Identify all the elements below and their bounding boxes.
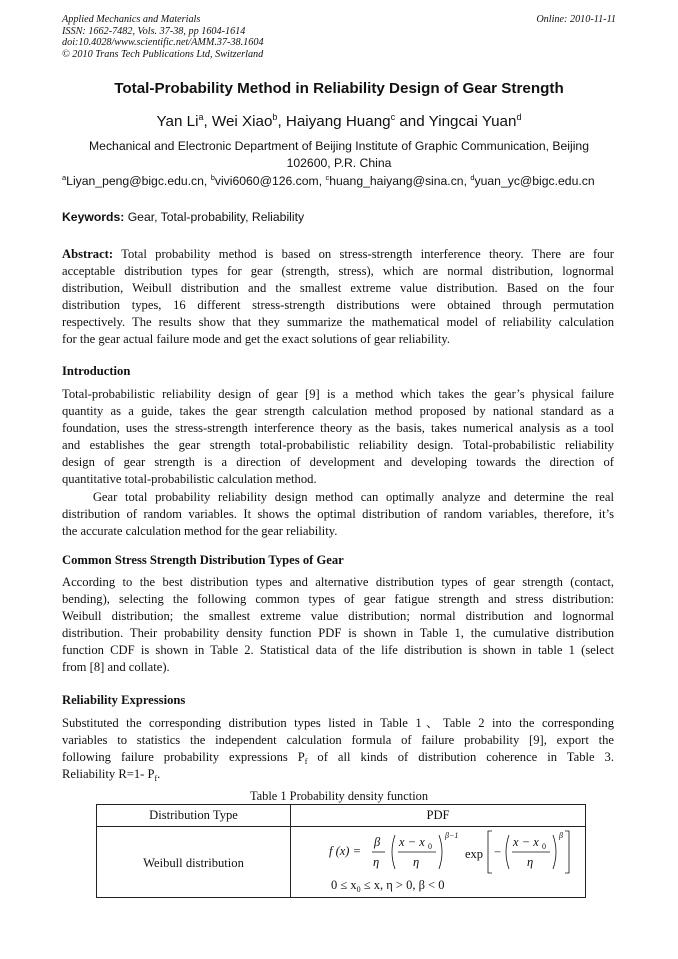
abstract xyxy=(62,246,614,349)
body-line: foundation, uses the stress-strength interference theory as the basis, takes numerical analysis as a tool xyxy=(62,421,614,436)
abstract-line: distribution, Weibull distribution and the smallest extreme value distribution. Based on the four xyxy=(62,281,614,296)
body-line: quantitative total-probabilistic calculation method. xyxy=(62,472,317,487)
column-header: PDF xyxy=(426,808,450,822)
author-sep: , xyxy=(203,113,212,130)
section-heading: Common Stress Strength Distribution Types of Gear xyxy=(62,553,344,567)
body-text: following failure probability expressions P xyxy=(62,750,305,765)
paper-title: Total-Probability Method in Reliability Design of Gear Strength xyxy=(114,80,564,97)
online-date: Online: 2010-11-11 xyxy=(536,14,616,25)
table-caption: Table 1 Probability density function xyxy=(249,789,429,803)
body-line: Gear total probability reliability design method can optimally analyze and determine the real xyxy=(62,489,614,504)
body-text: Reliability R=1- P xyxy=(62,767,155,782)
journal-name: Applied Mechanics and Materials xyxy=(62,14,201,25)
paren-left xyxy=(506,835,509,869)
keywords-text: Gear, Total-probability, Reliability xyxy=(124,210,305,224)
introduction-body xyxy=(62,386,614,540)
formula-sub: 0 xyxy=(428,842,432,851)
journal-header xyxy=(62,14,616,60)
body-line: and establishes the gear strength total-probabilistic reliability design. Total-probabilistic reliability xyxy=(62,438,614,453)
common-types-body xyxy=(62,574,614,677)
bracket-right xyxy=(565,831,569,873)
formula-beta: β xyxy=(374,835,381,849)
issn-line: ISSN: 1662-7482, Vols. 37-38, pp 1604-1614 xyxy=(62,25,246,37)
abstract-line: respectively. The results show that they summarize the mathematical model of reliability calculation xyxy=(62,315,614,330)
formula-sub: 0 xyxy=(542,842,546,851)
body-line: from [8] and collate). xyxy=(62,660,170,675)
section-heading: Introduction xyxy=(62,364,131,378)
formula-graphic xyxy=(329,829,579,893)
author-sup: b xyxy=(272,112,278,122)
abstract-line: acceptable distribution types for gear (strength, stress), which are normal distribution, lognormal xyxy=(62,264,614,279)
body-line: design of gear strength is a direction of development and developing towards the direction of xyxy=(62,455,614,470)
author-list xyxy=(0,113,678,130)
abstract-text: Total probability method is based on stress-strength interference theory. There are four xyxy=(113,247,614,261)
author-sep: and xyxy=(399,113,429,130)
author-name: Haiyang Huang xyxy=(285,113,391,130)
email-sup: c xyxy=(325,173,330,182)
affiliation xyxy=(75,138,603,172)
paren-right xyxy=(439,835,442,869)
email-link[interactable]: Liyan_peng@bigc.edu.cn, xyxy=(66,174,211,188)
abstract-label: Abstract: xyxy=(62,247,114,261)
formula-minus: − xyxy=(494,845,502,859)
reliability-body xyxy=(62,715,614,783)
formula-condition: $0 \le x_0 \le x$, η > 0, β < 0 xyxy=(331,878,445,893)
body-line: bending), selecting the following common types of gear fatigue strength and stress distribution: xyxy=(62,592,614,607)
body-text: of all kinds of distribution coherence in Table 3. xyxy=(307,750,614,765)
body-line: distribution. Their probability density function PDF is shown in Table 1, the cumulative distribution xyxy=(62,626,614,641)
email-link[interactable]: yuan_yc@bigc.edu.cn xyxy=(474,174,595,188)
affiliation-line: 102600, P.R. China xyxy=(286,156,392,170)
email-sup: d xyxy=(470,173,475,182)
keywords-label: Keywords: xyxy=(62,210,125,224)
body-line: Weibull distribution; the smallest extreme value distribution; normal distribution and lognormal xyxy=(62,609,614,624)
abstract-line: distribution types, 16 different stress-strength distributions were obtained through permutation xyxy=(62,298,614,313)
email-sup: b xyxy=(210,173,215,182)
author-sep: , xyxy=(277,113,286,130)
formula-power: β xyxy=(559,831,563,840)
table-cell-type: Weibull distribution xyxy=(143,856,244,870)
body-line: Substituted the corresponding distribution types listed in Table 1、Table 2 into the corresponding xyxy=(62,716,614,730)
author-name: Wei Xiao xyxy=(211,113,273,130)
body-text: . xyxy=(157,767,161,782)
doi-line: doi:10.4028/www.scientific.net/AMM.37-38.1604 xyxy=(62,37,264,49)
body-line: variables to statistics the independent calculation formula of failure probability [9], export the xyxy=(62,733,614,748)
author-name: Yingcai Yuan xyxy=(428,113,517,130)
author-sup: a xyxy=(198,112,204,122)
copyright-line: © 2010 Trans Tech Publications Ltd, Switzerland xyxy=(62,48,264,60)
email-link[interactable]: vivi6060@126.com, xyxy=(214,174,326,188)
body-line: Total-probabilistic reliability design of gear [9] is a method which takes the gear’s physical failure xyxy=(62,387,614,401)
pdf-table xyxy=(96,804,586,898)
paren-right xyxy=(553,835,556,869)
email-link[interactable]: huang_haiyang@sina.cn, xyxy=(329,174,471,188)
formula-eta: η xyxy=(413,855,420,869)
formula-lhs: f (x) = xyxy=(329,844,362,858)
email-sup: a xyxy=(62,173,67,182)
affiliation-line: Mechanical and Electronic Department of Beijing Institute of Graphic Communication, Beijing xyxy=(89,139,589,153)
column-header: Distribution Type xyxy=(149,808,238,822)
formula-num: x − x xyxy=(513,835,539,849)
body-line xyxy=(62,749,614,766)
body-line: quantity as a guide, takes the gear strength calculation method proposed by national standard as a xyxy=(62,404,614,419)
abstract-line: for the gear actual failure mode and get the exact solutions of gear reliability. xyxy=(62,332,451,347)
body-line xyxy=(62,766,614,783)
body-line: function CDF is shown in Table 2. Statistical data of the life distribution is shown in table 1 (select xyxy=(62,643,614,658)
body-line: distribution of random variables. It shows the optimal distribution of random variables, therefore, it’s xyxy=(62,506,614,521)
body-line: According to the best distribution types and alternative distribution types of gear strength (contact, xyxy=(62,575,614,589)
email-list xyxy=(62,174,622,188)
subscript: f xyxy=(304,757,308,767)
subscript: f xyxy=(154,774,158,784)
formula-exp: exp xyxy=(465,847,484,861)
paren-left xyxy=(392,835,395,869)
formula-eta: η xyxy=(527,855,534,869)
author-name: Yan Li xyxy=(156,113,199,130)
weibull-pdf-formula xyxy=(329,829,579,893)
section-heading: Reliability Expressions xyxy=(62,693,186,707)
abstract-line xyxy=(62,246,614,263)
table-divider xyxy=(97,826,585,827)
formula-num: x − x xyxy=(399,835,425,849)
formula-power: β−1 xyxy=(445,831,459,840)
keywords xyxy=(62,210,304,224)
formula-eta: η xyxy=(373,855,380,869)
bracket-left xyxy=(488,831,492,873)
body-line: the accurate calculation method for the gear reliability. xyxy=(62,523,338,538)
author-sup: d xyxy=(516,112,522,122)
author-sup: c xyxy=(390,112,396,122)
